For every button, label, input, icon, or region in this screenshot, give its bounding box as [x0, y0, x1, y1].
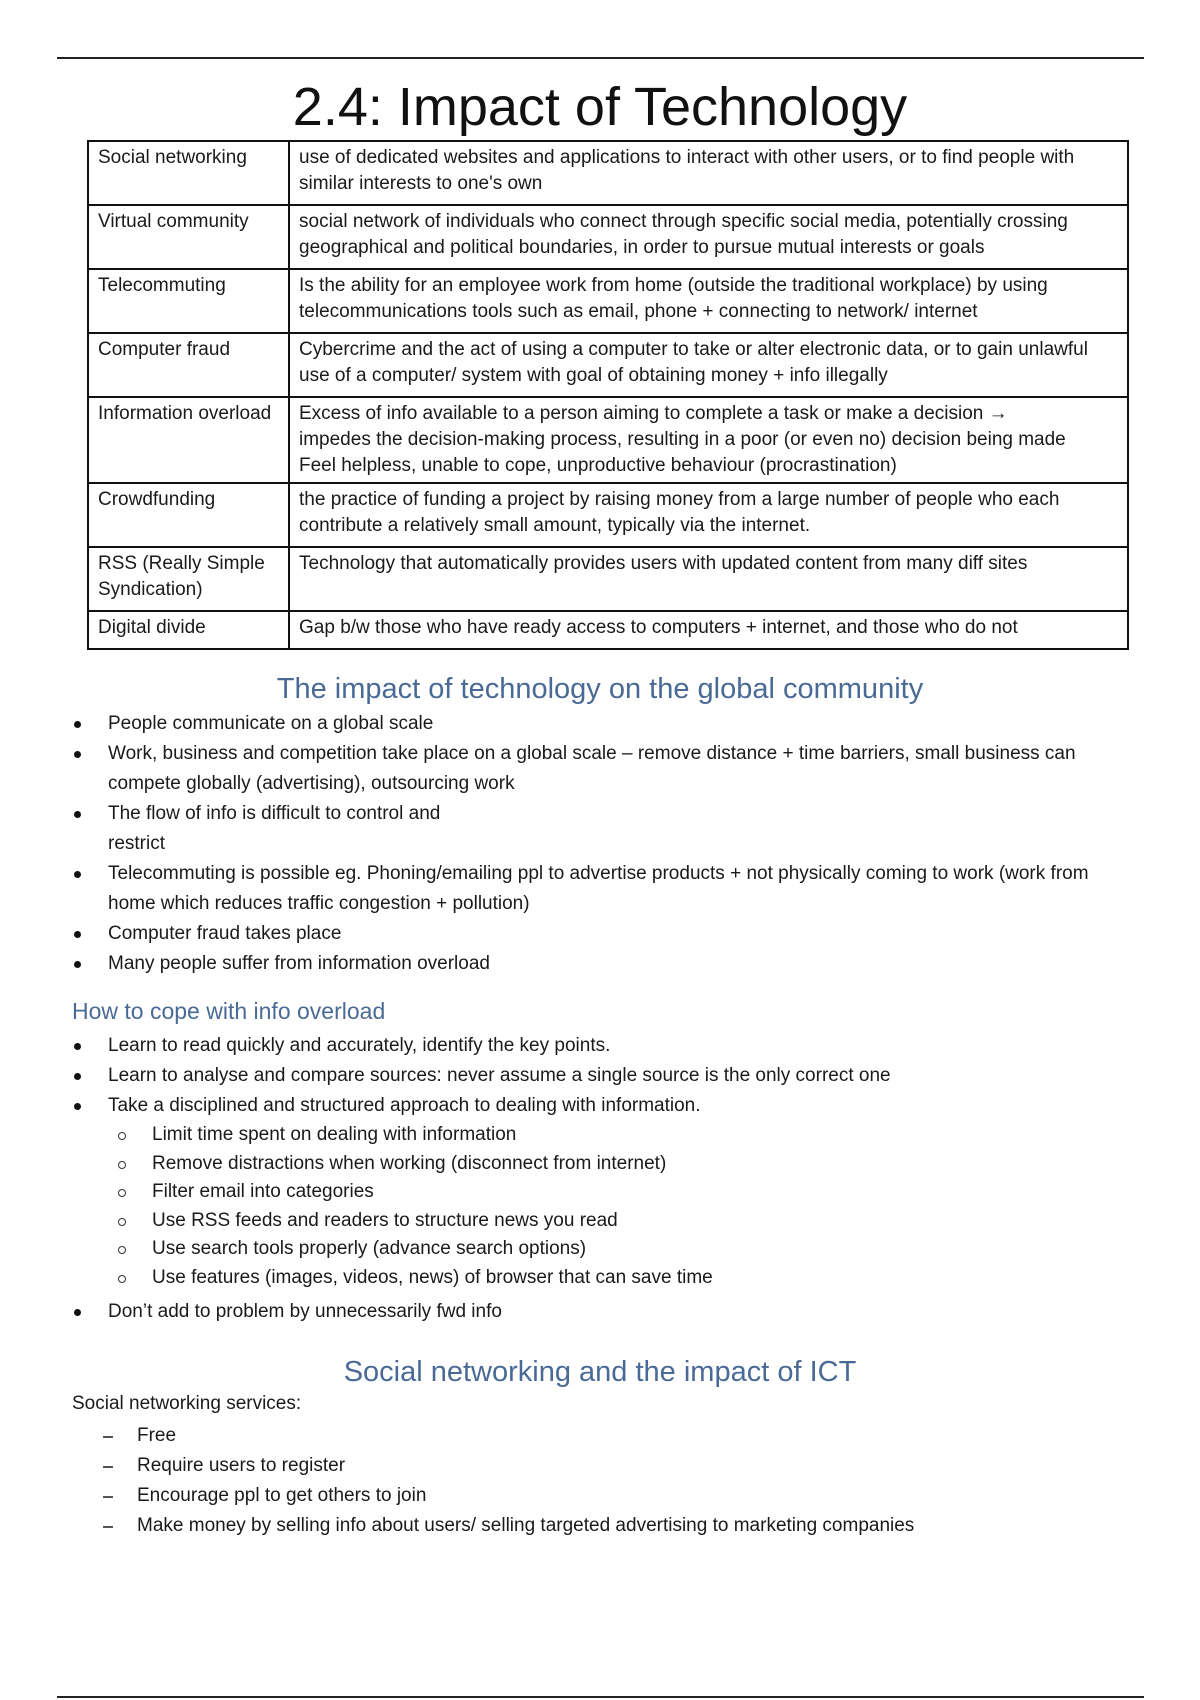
- dash-item: Encourage ppl to get others to join: [0, 1481, 1140, 1511]
- table-row: [88, 205, 1128, 269]
- info-overload-list: [0, 1031, 1140, 1121]
- sub-list-item: Filter email into categories: [0, 1178, 1140, 1207]
- table-row: [88, 397, 1128, 483]
- table-row: [88, 547, 1128, 611]
- definition-cell: the practice of funding a project by raising money from a large number of people who each contribute a relatively small amount, typically via the internet.: [289, 483, 1128, 547]
- definition-cell: use of dedicated websites and applications to interact with other users, or to find people with similar interests to one's own: [289, 141, 1128, 205]
- definition-line: Excess of info available to a person aiming to complete a task or make a decision →: [299, 403, 1008, 424]
- definition-cell: Is the ability for an employee work from home (outside the traditional workplace) by using telecommunications tools such as email, phone + connecting to network/ internet: [289, 269, 1128, 333]
- definition-cell: social network of individuals who connect through specific social media, potentially crossing geographical and political boundaries, in order to pursue mutual interests or goals: [289, 205, 1128, 269]
- social-services-list: [0, 1421, 1140, 1541]
- social-networking-heading: Social networking and the impact of ICT: [343, 1356, 857, 1388]
- info-overload-heading: How to cope with info overload: [72, 998, 386, 1024]
- term-cell: Virtual community: [88, 205, 289, 269]
- list-item-line: restrict: [108, 833, 165, 854]
- list-item: Telecommuting is possible eg. Phoning/emailing ppl to advertise products + not physically coming to work (work from home which reduces traffic congestion + pollution): [0, 859, 1140, 919]
- definition-line: Feel helpless, unable to cope, unproductive behaviour (procrastination): [299, 455, 897, 476]
- table-row: [88, 611, 1128, 649]
- definition-cell: [289, 397, 1128, 483]
- list-item: Learn to read quickly and accurately, identify the key points.: [0, 1031, 1140, 1061]
- term-cell: Crowdfunding: [88, 483, 289, 547]
- definition-cell: Cybercrime and the act of using a computer to take or alter electronic data, or to gain unlawful use of a computer/ system with goal of obtaining money + info illegally: [289, 333, 1128, 397]
- sub-list-item: Remove distractions when working (disconnect from internet): [0, 1150, 1140, 1179]
- term-cell: Computer fraud: [88, 333, 289, 397]
- info-overload-sublist: [0, 1121, 1140, 1292]
- definition-cell: Gap b/w those who have ready access to computers + internet, and those who do not: [289, 611, 1128, 649]
- bottom-rule: [57, 1696, 1144, 1698]
- list-item: [0, 799, 1140, 859]
- list-item: People communicate on a global scale: [0, 709, 1140, 739]
- list-item: [0, 1091, 1140, 1121]
- term-cell: Telecommuting: [88, 269, 289, 333]
- table-row: [88, 333, 1128, 397]
- table-row: [88, 269, 1128, 333]
- table-row: [88, 483, 1128, 547]
- sub-list-item: Use RSS feeds and readers to structure news you read: [0, 1207, 1140, 1236]
- dash-item: Make money by selling info about users/ selling targeted advertising to marketing companies: [0, 1511, 1140, 1541]
- dash-item: Free: [0, 1421, 1140, 1451]
- top-rule: [57, 57, 1144, 59]
- info-overload-final: [0, 1297, 1140, 1327]
- definition-cell: Technology that automatically provides users with updated content from many diff sites: [289, 547, 1128, 611]
- list-item-text: Take a disciplined and structured approach to dealing with information.: [108, 1095, 701, 1116]
- list-item: Computer fraud takes place: [0, 919, 1140, 949]
- definitions-table: [87, 140, 1129, 650]
- list-item: Don’t add to problem by unnecessarily fwd info: [0, 1297, 1140, 1327]
- social-services-intro: Social networking services:: [72, 1393, 302, 1414]
- table-row: [88, 141, 1128, 205]
- dash-item: Require users to register: [0, 1451, 1140, 1481]
- page-title: 2.4: Impact of Technology: [292, 77, 908, 137]
- list-item: Work, business and competition take place on a global scale – remove distance + time barriers, small business can compete globally (advertising), outsourcing work: [0, 739, 1140, 799]
- sub-list-item: Use search tools properly (advance search options): [0, 1235, 1140, 1264]
- sub-list-item: Limit time spent on dealing with information: [0, 1121, 1140, 1150]
- global-community-heading: The impact of technology on the global community: [276, 673, 924, 705]
- list-item-line: The flow of info is difficult to control and: [108, 803, 441, 824]
- term-cell: Information overload: [88, 397, 289, 483]
- term-cell: RSS (Really Simple Syndication): [88, 547, 289, 611]
- term-cell: Digital divide: [88, 611, 289, 649]
- term-cell: Social networking: [88, 141, 289, 205]
- list-item: Many people suffer from information overload: [0, 949, 1140, 979]
- sub-list-item: Use features (images, videos, news) of browser that can save time: [0, 1264, 1140, 1293]
- list-item: Learn to analyse and compare sources: never assume a single source is the only correct one: [0, 1061, 1140, 1091]
- global-community-list: [0, 709, 1140, 979]
- definition-line: impedes the decision-making process, resulting in a poor (or even no) decision being made: [299, 429, 1066, 450]
